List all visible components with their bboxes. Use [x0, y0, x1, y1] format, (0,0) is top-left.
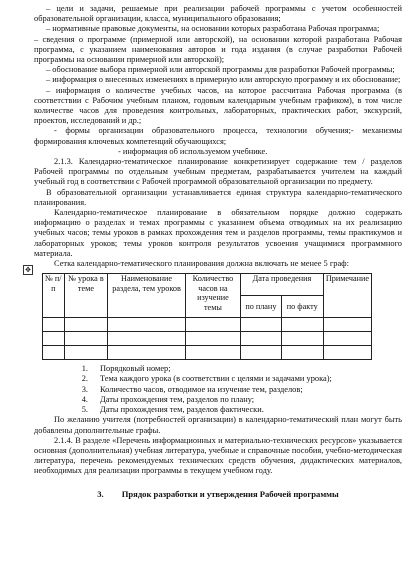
- table-move-handle-icon[interactable]: ✥: [23, 265, 33, 275]
- graph-list: [34, 364, 402, 415]
- table-row: [43, 346, 372, 360]
- paragraph: По желанию учителя (потребностей организации) в календарно-тематический план могут быть добавлены дополнительные графы.: [34, 415, 402, 435]
- table-header-cell: Количество часов на изучение темы: [185, 274, 240, 318]
- paragraph: - формы организации образовательного процесса, технологии обучения;- механизмы формирования ключевых компетенций обучающихся;: [34, 126, 402, 146]
- list-item: 2. Тема каждого урока (в соответствии с целями и задачами урока);: [81, 374, 332, 384]
- table-row: [43, 332, 372, 346]
- table-header-cell: Наименование раздела, тем уроков: [108, 274, 185, 318]
- paragraph: В образовательной организации устанавливается единая структура календарно-тематического планирования.: [34, 187, 402, 207]
- paragraph: – цели и задачи, решаемые при реализации рабочей программы с учетом особенностей образовательной организации, класса, муниципального образования;: [34, 4, 402, 24]
- list-item: 5. Даты прохождения тем, разделов фактически.: [81, 405, 264, 415]
- planning-table: [42, 273, 372, 360]
- list-item: 4. Даты прохождения тем, разделов по плану;: [81, 394, 255, 404]
- table-subheader-cell: по факту: [281, 296, 323, 318]
- paragraph: – обоснование выбора примерной или авторской программы для разработки Рабочей программы;: [46, 65, 395, 75]
- paragraph: 2.1.3. Календарно-тематическое планирование конкретизирует содержание тем / разделов Рабочей программы по отдельным учебным предметам, разрабатывается учителем на каждый учебный год в соответствии с Рабочей программой образовательной организации по предмету.: [34, 157, 402, 187]
- table-header-cell: № урока в теме: [64, 274, 108, 318]
- section-title: Прядок разработки и утверждения Рабочей программы: [121, 488, 339, 499]
- table-header-cell: Примечание: [323, 274, 371, 318]
- paragraph: – нормативные правовые документы, на основании которых разработана Рабочая программа;: [46, 24, 380, 34]
- paragraph: – сведения о программе (примерной или авторской), на основании которой разработана Рабочая программа, с указанием наименования авторов и года издания (в случае разработки Рабочей программы на основании примерной или авторской);: [34, 34, 402, 65]
- table-header-cell: № п/п: [43, 274, 65, 318]
- planning-table-container: [25, 266, 402, 360]
- list-item: 1. Порядковый номер;: [81, 364, 171, 374]
- section-number: 3.: [97, 488, 104, 499]
- paragraph: – информация о внесенных изменениях в примерную или авторскую программу и их обоснование;: [46, 75, 401, 85]
- section-heading: [34, 489, 402, 499]
- list-item: 3. Количество часов, отводимое на изучение тем, разделов;: [81, 384, 303, 394]
- table-header-cell: Дата проведения: [241, 274, 324, 296]
- paragraph: - информация об используемом учебнике.: [118, 146, 268, 156]
- paragraph: Календарно-тематическое планирование в обязательном порядке должно содержать информацию о разделах и темах программы с указанием объема отводимых на их реализацию учебных часов; темы уроков в рамках прохождения тем и разделов программы, темы практикумов и лабораторных уроков; темы уроков контроля результатов усвоения учащимися программного материала.: [34, 208, 402, 258]
- paragraph: 2.1.4. В разделе «Перечень информационных и материально-технических ресурсов» указывается основная (дополнительная) учебная литература, учебные и справочные пособия, учебно-методическая литература, перечень рекомендуемых технических средств обучения, дидактических материалов, необходимых для реализации программы в текущем учебном году.: [34, 435, 402, 476]
- paragraph: – информация о количестве учебных часов, на которое рассчитана Рабочая программа (в соответствии с Рабочим учебным планом, годовым календарным учебным графиком), в том числе количестве часов для проведения контрольных, лабораторных, практических работ, экскурсий, проектов, исследований и др.;: [34, 85, 402, 126]
- table-row: [43, 318, 372, 332]
- table-subheader-cell: по плану: [241, 296, 282, 318]
- paragraph: Сетка календарно-тематического планирования должна включать не менее 5 граф:: [54, 259, 349, 269]
